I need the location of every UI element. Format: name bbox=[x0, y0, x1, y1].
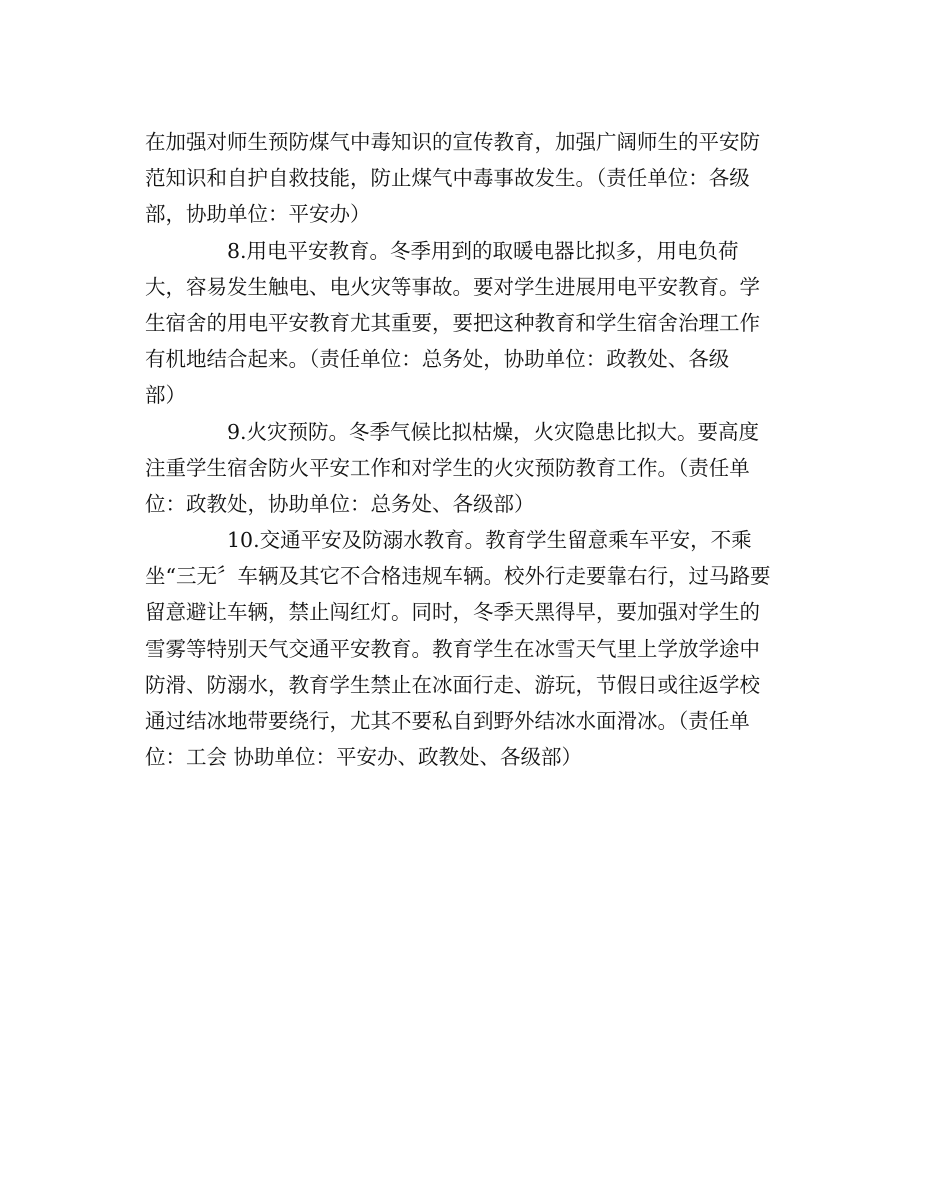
text-line: 防滑、防溺水，教育学生禁止在冰面行走、游玩，节假日或往返学校 bbox=[145, 672, 760, 697]
text-line: 注重学生宿舍防火平安工作和对学生的火灾预防教育工作。（责任单 bbox=[145, 455, 750, 480]
section-10-heading-line: 10.交通平安及防溺水教育。教育学生留意乘车平安，不乘 bbox=[227, 528, 752, 553]
text-line: 雪雾等特别天气交通平安教育。教育学生在冰雪天气里上学放学途中 bbox=[145, 636, 760, 661]
section-9-heading-line: 9.火灾预防。冬季气候比拟枯燥，火灾隐患比拟大。要高度 bbox=[227, 419, 760, 444]
text-line: 大，容易发生触电、电火灾等事故。要对学生进展用电平安教育。学 bbox=[145, 274, 760, 299]
text-line: 生宿舍的用电平安教育尤其重要，要把这种教育和学生宿舍治理工作 bbox=[145, 310, 760, 335]
text-line: 在加强对师生预防煤气中毒知识的宣传教育，加强广阔师生的平安防 bbox=[145, 130, 760, 154]
text-line: 部，协助单位：平安办） bbox=[145, 202, 371, 227]
text-line: 通过结冰地带要绕行，尤其不要私自到野外结冰水面滑冰。（责任单 bbox=[145, 709, 750, 733]
text-line: 有机地结合起来。（责任单位：总务处，协助单位：政教处、各级 bbox=[145, 347, 730, 372]
section-8-heading-line: 8.用电平安教育。冬季用到的取暖电器比拟多，用电负荷 bbox=[227, 238, 739, 263]
document-body bbox=[145, 124, 815, 775]
text-line: 部） bbox=[145, 383, 186, 408]
text-line: 范知识和自护自救技能，防止煤气中毒事故发生。（责任单位：各级 bbox=[145, 166, 750, 191]
text-line: 位：工会 协助单位：平安办、政教处、各级部） bbox=[145, 745, 583, 770]
text-line: 位：政教处，协助单位：总务处、各级部） bbox=[145, 491, 535, 516]
text-line: 留意避让车辆，禁止闯红灯。同时，冬季天黑得早，要加强对学生的 bbox=[145, 600, 760, 625]
text-line: 坐“三无〞车辆及其它不合格违规车辆。校外行走要靠右行，过马路要 bbox=[145, 564, 771, 589]
